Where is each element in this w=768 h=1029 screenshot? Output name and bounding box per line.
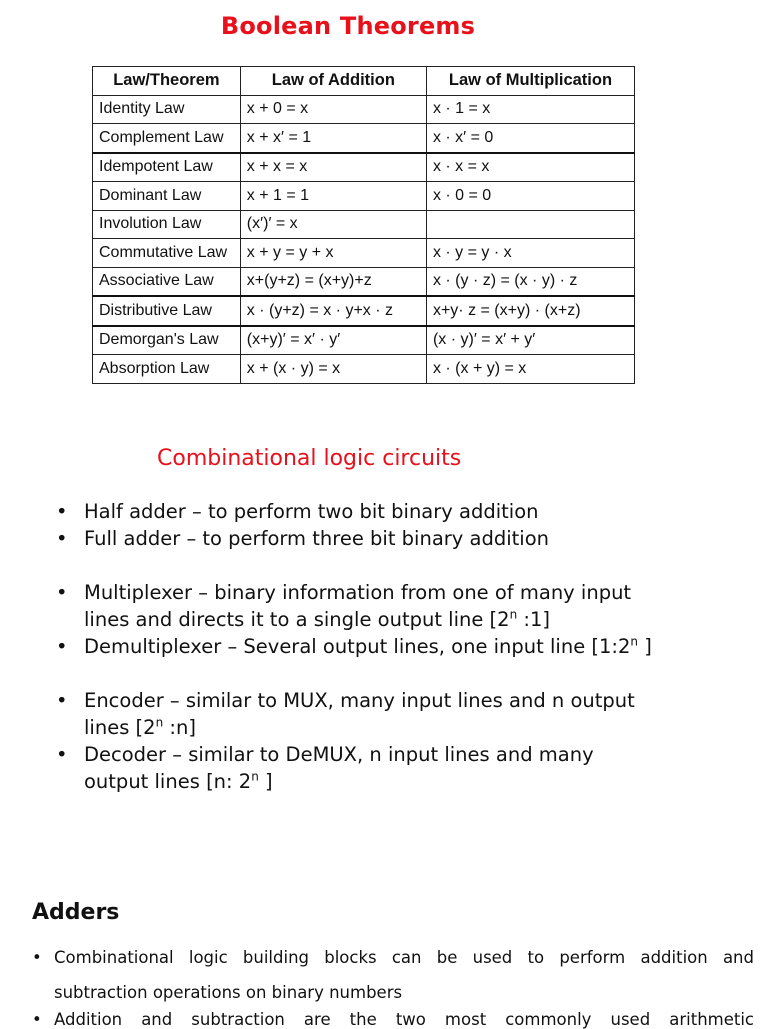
adders-paragraph (32, 940, 754, 1010)
multiplication-law (426, 210, 634, 239)
addition-law: x + 0 = x (240, 95, 426, 124)
adders-text-line-3: Addition and subtraction are the two most commonly used arithmetic (54, 1010, 754, 1029)
list-item-encoder (56, 687, 706, 741)
law-name: Idempotent Law (93, 153, 241, 182)
multiplication-law: x · x = x (426, 153, 634, 182)
table-row (93, 153, 635, 182)
bullet-icon: • (32, 948, 42, 967)
list-item-decoder (56, 741, 706, 795)
adders-text-line-2: subtraction operations on binary numbers (54, 983, 403, 1002)
item-text: ] (258, 770, 273, 793)
adders-line-3-partial (32, 1010, 754, 1029)
item-text: Encoder – similar to MUX, many input lines and n output (84, 689, 635, 712)
superscript: n (251, 769, 259, 784)
bullet-icon: • (56, 743, 68, 766)
table-row (93, 239, 635, 268)
addition-law: x + (x · y) = x (240, 355, 426, 384)
item-text: Demultiplexer – Several output lines, one input line [1:2 (84, 635, 631, 658)
bullet-icon: • (32, 1010, 42, 1029)
table-row (93, 296, 635, 326)
page-title: Boolean Theorems (220, 12, 476, 40)
multiplication-law: x · (y · z) = (x · y) · z (426, 267, 634, 296)
bullet-icon: • (56, 689, 68, 712)
adders-line (32, 940, 754, 975)
law-name: Commutative Law (93, 239, 241, 268)
table-row (93, 326, 635, 355)
header-law-of-multiplication: Law of Multiplication (426, 67, 634, 96)
list-item-half-adder (56, 498, 706, 525)
law-name: Absorption Law (93, 355, 241, 384)
law-name: Involution Law (93, 210, 241, 239)
item-text: Multiplexer – binary information from one of many input (84, 581, 632, 604)
table-header-row (93, 67, 635, 96)
multiplication-law: x · (x + y) = x (426, 355, 634, 384)
superscript: n (630, 634, 638, 649)
addition-law: (x′)′ = x (240, 210, 426, 239)
multiplication-law: x+y· z = (x+y) · (x+z) (426, 296, 634, 326)
header-law-theorem: Law/Theorem (93, 67, 241, 96)
superscript: n (155, 715, 164, 730)
item-text: Decoder – similar to DeMUX, n input lines and many (84, 743, 594, 766)
addition-law: x + x′ = 1 (240, 124, 426, 153)
item-text: output lines [n: 2 (84, 770, 252, 793)
item-text: Full adder – to perform three bit binary addition (84, 527, 550, 550)
boolean-theorems-table (92, 66, 635, 384)
addition-law: x · (y+z) = x · y+x · z (240, 296, 426, 326)
item-text: lines and directs it to a single output line [2 (84, 608, 510, 631)
addition-law: x + y = y + x (240, 239, 426, 268)
law-name: Complement Law (93, 124, 241, 153)
bullet-icon: • (56, 527, 68, 550)
addition-law: x + x = x (240, 153, 426, 182)
table-row (93, 182, 635, 211)
table-row (93, 210, 635, 239)
bullet-icon: • (56, 581, 68, 604)
item-text: :n] (163, 716, 196, 739)
adders-line (32, 975, 754, 1010)
section-title-adders: Adders (32, 900, 120, 925)
list-item-multiplexer (56, 579, 706, 633)
item-text: Half adder – to perform two bit binary addition (84, 500, 539, 523)
law-name: Dominant Law (93, 182, 241, 211)
item-text: ] (638, 635, 652, 658)
table-row (93, 267, 635, 296)
item-text: lines [2 (84, 716, 156, 739)
table-row (93, 124, 635, 153)
item-text: :1] (517, 608, 550, 631)
law-name: Associative Law (93, 267, 241, 296)
law-name: Demorgan's Law (93, 326, 241, 355)
bullet-icon: • (56, 500, 68, 523)
multiplication-law: x · x′ = 0 (426, 124, 634, 153)
combinational-circuits-list (56, 498, 706, 795)
law-name: Identity Law (93, 95, 241, 124)
table-row (93, 355, 635, 384)
multiplication-law: x · y = y · x (426, 239, 634, 268)
multiplication-law: x · 1 = x (426, 95, 634, 124)
law-name: Distributive Law (93, 296, 241, 326)
multiplication-law: x · 0 = 0 (426, 182, 634, 211)
table-row (93, 95, 635, 124)
list-item-demultiplexer (56, 633, 706, 660)
superscript: n (509, 607, 518, 622)
section-title-combinational: Combinational logic circuits (157, 446, 462, 471)
addition-law: x + 1 = 1 (240, 182, 426, 211)
list-item-full-adder (56, 525, 706, 552)
addition-law: (x+y)′ = x′ · y′ (240, 326, 426, 355)
adders-text-line-1: Combinational logic building blocks can be used to perform addition and (54, 948, 754, 967)
header-law-of-addition: Law of Addition (240, 67, 426, 96)
bullet-icon: • (56, 635, 68, 658)
addition-law: x+(y+z) = (x+y)+z (240, 267, 426, 296)
multiplication-law: (x · y)′ = x′ + y′ (426, 326, 634, 355)
